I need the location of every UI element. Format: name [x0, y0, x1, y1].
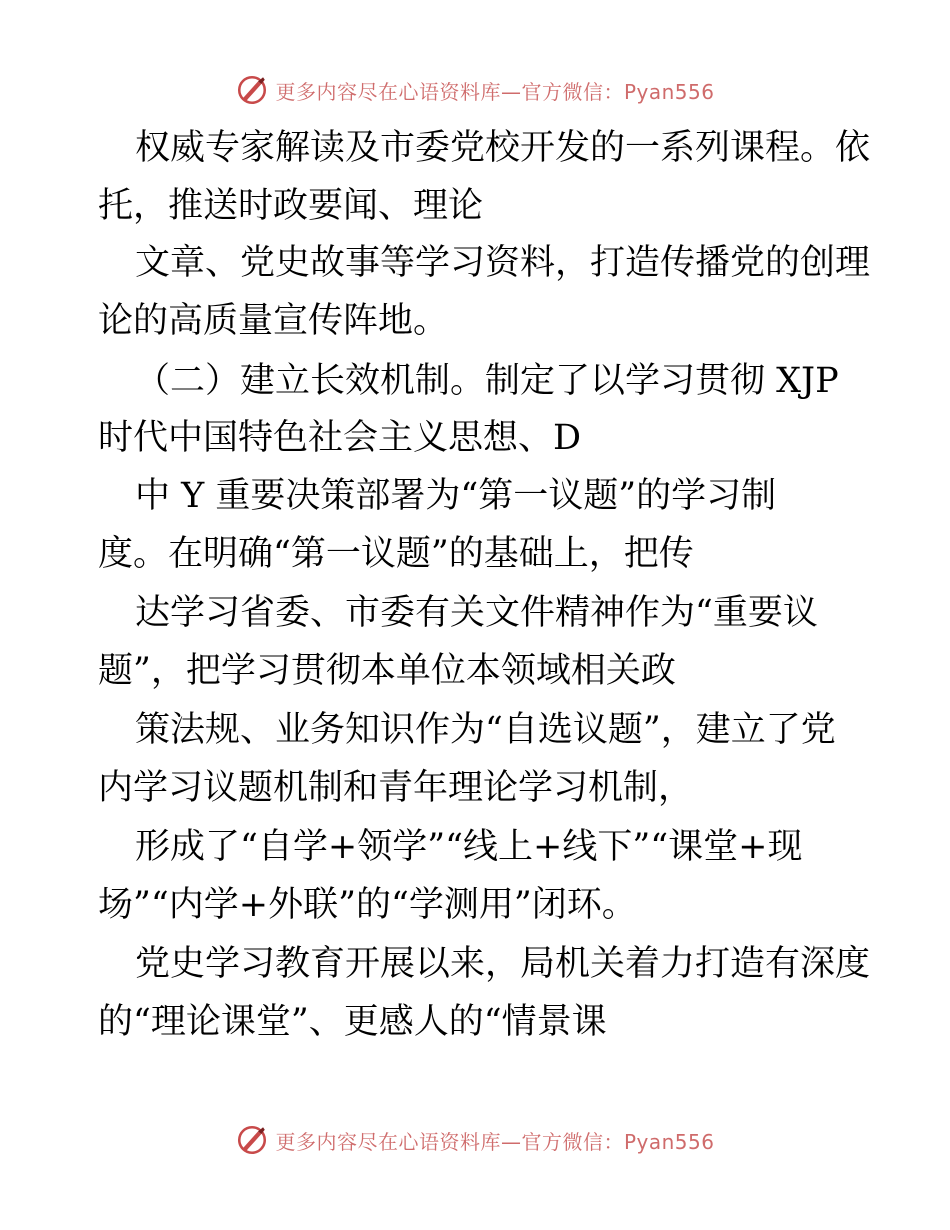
footer-watermark [0, 1120, 950, 1160]
text-line: 托，推送时政要闻、理论 [98, 186, 484, 226]
text-line: 论的高质量宣传阵地。 [98, 301, 449, 341]
text-line: 中 Y 重要决策部署为“第一议题”的学习制 [135, 476, 777, 516]
text-line: 达学习省委、市委有关文件精神作为“重要议 [135, 593, 818, 633]
text-line: 场”“内学+外联”的“学测用”闭环。 [98, 885, 637, 925]
text-line: 题”，把学习贯彻本单位本领域相关政 [98, 651, 676, 691]
text-line: 形成了“自学+领学”“线上+线下”“课堂+现 [135, 827, 803, 867]
watermark-text: 更多内容尽在心语资料库—官方微信：Pyan556 [275, 1129, 715, 1154]
brush-circle-logo-icon [235, 1123, 269, 1157]
text-line: 文章、党史故事等学习资料，打造传播党的创理 [135, 243, 871, 283]
text-line: 权威专家解读及市委党校开发的一系列课程。依 [135, 128, 871, 168]
text-line: （二）建立长效机制。制定了以学习贯彻 XJP [135, 361, 839, 401]
watermark-text: 更多内容尽在心语资料库—官方微信：Pyan556 [275, 79, 715, 104]
text-line: 策法规、业务知识作为“自选议题”，建立了党 [135, 710, 836, 750]
text-line: 度。在明确“第一议题”的基础上，把传 [98, 534, 694, 574]
text-line: 内学习议题机制和青年理论学习机制， [98, 768, 694, 808]
text-line: 时代中国特色社会主义思想、D [98, 418, 582, 458]
text-line: 党史学习教育开展以来，局机关着力打造有深度 [135, 944, 871, 984]
text-line: 的“理论课堂”、更感人的“情景课 [98, 1002, 607, 1042]
